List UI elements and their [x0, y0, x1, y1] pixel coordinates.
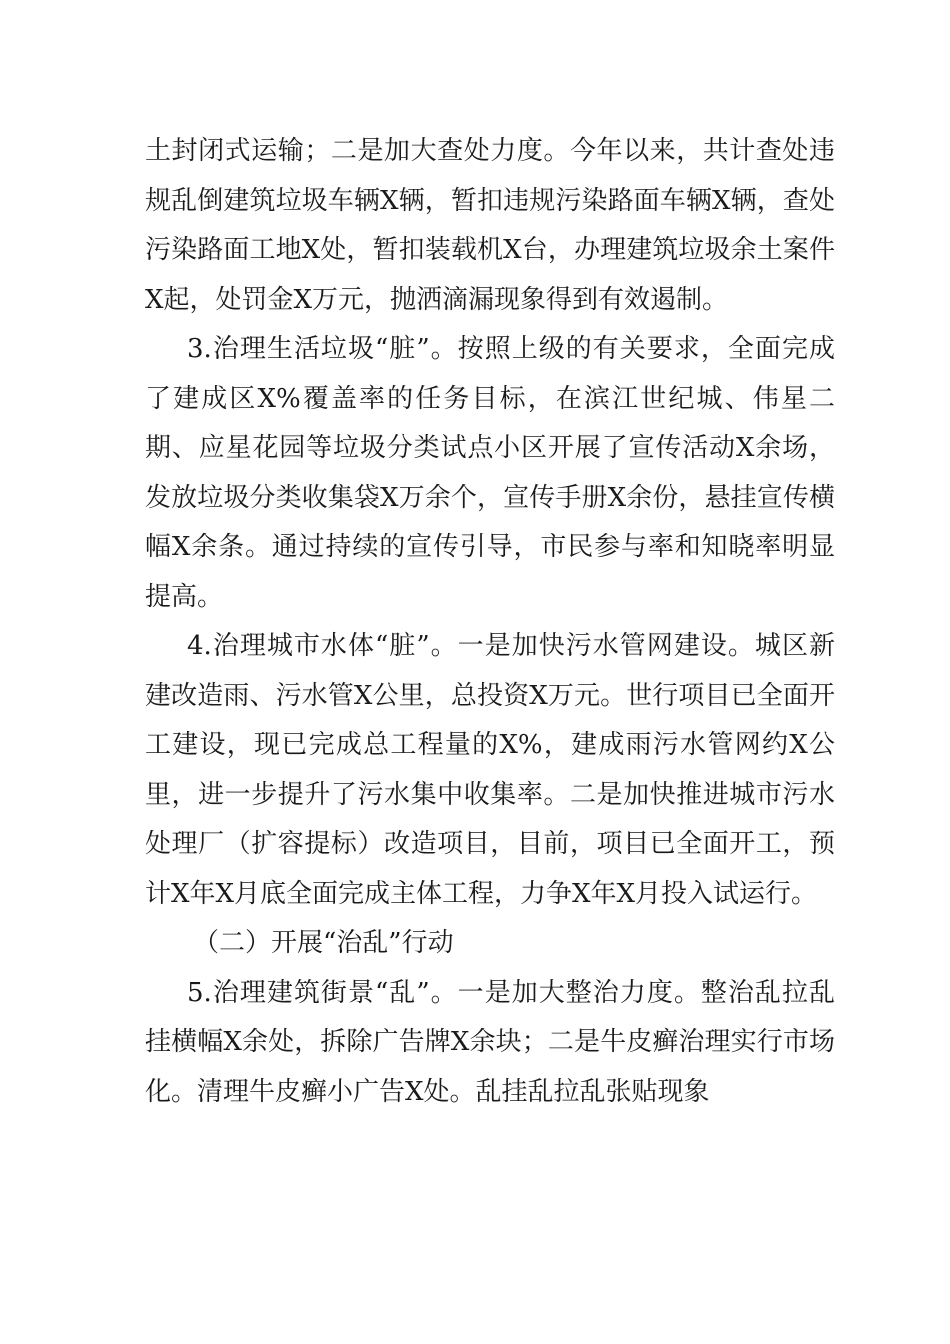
paragraph-item-5: 5.治理建筑街景“乱”。一是加大整治力度。整治乱拉乱挂横幅X余处，拆除广告牌X余块；二是牛皮癣治理实行市场化。清理牛皮癣小广告X处。乱挂乱拉乱张贴现象: [145, 977, 835, 1107]
paragraph-continuation: 土封闭式运输；二是加大查处力度。今年以来，共计查处违规乱倒建筑垃圾车辆X辆，暂扣违规污染路面车辆X辆，查处污染路面工地X处，暂扣装载机X台，办理建筑垃圾余土案件X起，处罚金X万元，抛洒滴漏现象得到有效遏制。: [145, 136, 835, 315]
section-heading: （二）开展“治乱”行动: [193, 928, 454, 958]
paragraph-item-4: 4.治理城市水体“脏”。一是加快污水管网建设。城区新建改造雨、污水管X公里，总投资X万元。世行项目已全面开工建设，现已完成总工程量的X%，建成雨污水管网约X公里，进一步提升了污水集中收集率。二是加快推进城市污水处理厂（扩容提标）改造项目，目前，项目已全面开工，预计X年X月底全面完成主体工程，力争X年X月投入试运行。: [145, 631, 835, 909]
paragraph-item-3: 3.治理生活垃圾“脏”。按照上级的有关要求，全面完成了建成区X%覆盖率的任务目标，在滨江世纪城、伟星二期、应星花园等垃圾分类试点小区开展了宣传活动X余场，发放垃圾分类收集袋X万余个，宣传手册X余份，悬挂宣传横幅X余条。通过持续的宣传引导，市民参与率和知晓率明显提高。: [145, 334, 835, 612]
document-body: [145, 127, 835, 1117]
